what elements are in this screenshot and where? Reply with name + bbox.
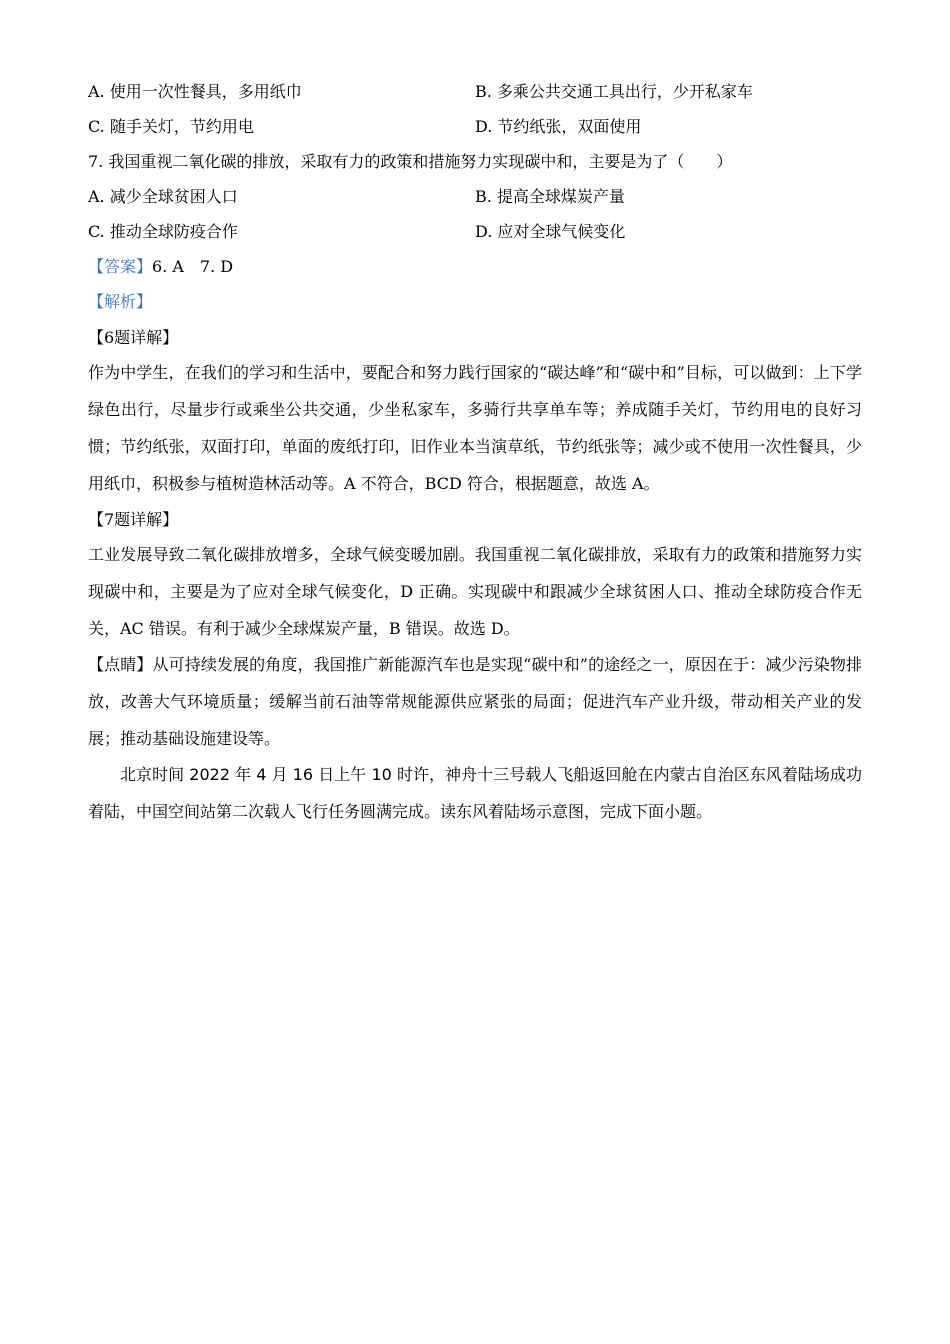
- q6-option-b: B. 多乘公共交通工具出行，少开私家车: [475, 82, 753, 101]
- q6-detail-label: 【6题详解】: [88, 328, 179, 347]
- q7-option-d: D. 应对全球气候变化: [475, 222, 626, 241]
- q6-option-a: A. 使用一次性餐具，多用纸巾: [88, 82, 302, 101]
- tip-label: 【点睛】: [88, 655, 153, 674]
- q7-option-b: B. 提高全球煤炭产量: [475, 187, 625, 206]
- q7-detail-label: 【7题详解】: [88, 510, 179, 529]
- answer-value: 6. A 7. D: [152, 257, 234, 276]
- analysis-label: 【解析】: [88, 292, 153, 311]
- answer-line: [88, 257, 233, 277]
- q6-detail-text: 作为中学生，在我们的学习和生活中，要配合和努力践行国家的“碳达峰”和“碳中和”目标，可以做到：上下学绿色出行，尽量步行或乘坐公共交通，少坐私家车，多骑行共享单车等；养成随手关灯，节约用电的良好习惯；节约纸张，双面打印，单面的废纸打印，旧作业本当演草纸，节约纸张等；减少或不使用一次性餐具，少用纸巾，积极参与植树造林活动等。A 不符合，BCD 符合，根据题意，故选 A。: [88, 363, 862, 493]
- q7-detail-text: 工业发展导致二氧化碳排放增多，全球气候变暖加剧。我国重视二氧化碳排放，采取有力的政策和措施努力实现碳中和，主要是为了应对全球气候变化，D 正确。实现碳中和跟减少全球贫困人口、推动全球防疫合作无关，AC 错误。有利于减少全球煤炭产量，B 错误。故选 D。: [88, 545, 862, 638]
- tip-text: 从可持续发展的角度，我国推广新能源汽车也是实现“碳中和”的途经之一，原因在于：减少污染物排放，改善大气环境质量；缓解当前石油等常规能源供应紧张的局面；促进汽车产业升级，带动相关产业的发展；推动基础设施建设等。: [88, 655, 862, 748]
- q6-option-c: C. 随手关灯，节约用电: [88, 117, 254, 136]
- tip-block: [88, 646, 862, 757]
- q7-option-a: A. 减少全球贫困人口: [88, 187, 238, 206]
- answer-label: 【答案】: [88, 257, 153, 276]
- q7-option-c: C. 推动全球防疫合作: [88, 222, 238, 241]
- q6-option-d: D. 节约纸张，双面使用: [475, 117, 642, 136]
- passage-text: 北京时间 2022 年 4 月 16 日上午 10 时许，神舟十三号载人飞船返回舱在内蒙古自治区东风着陆场成功着陆，中国空间站第二次载人飞行任务圆满完成。读东风着陆场示意图，完成下面小题。: [88, 765, 862, 821]
- q7-stem: 7. 我国重视二氧化碳的排放，采取有力的政策和措施努力实现碳中和，主要是为了（ ）: [88, 152, 733, 171]
